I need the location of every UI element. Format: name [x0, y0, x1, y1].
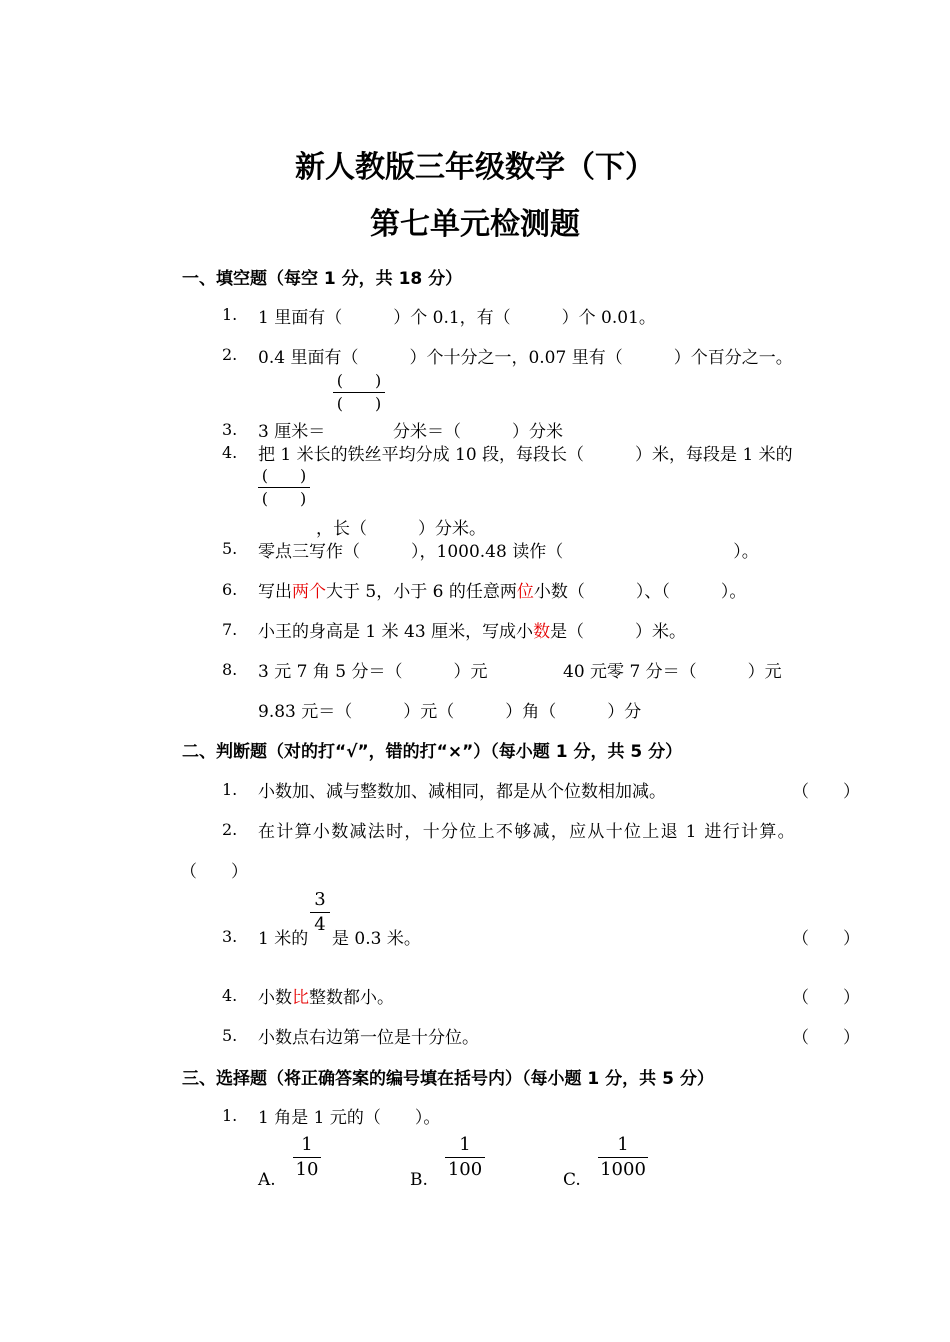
s1-q6-number: 6.	[222, 580, 238, 599]
s1-q4-number: 4.	[222, 443, 238, 462]
s1-q1-number: 1.	[222, 305, 238, 324]
option-a-numerator: 1	[293, 1134, 321, 1158]
s2-q4-text	[258, 983, 394, 1008]
s1-q7-part1: 小王的身高是 1 米 43 厘米，写成小	[258, 622, 534, 642]
s1-q8-text-c: 9.83 元＝（ ）元（ ）角（ ）分	[258, 702, 642, 722]
s1-q3-fraction-blank	[333, 372, 385, 413]
page-title: 新人教版三年级数学（下）	[295, 150, 655, 185]
option-c-denominator: 1000	[600, 1159, 646, 1180]
s1-q7-text	[258, 617, 686, 642]
s1-q4-frac-top: ( )	[258, 467, 310, 488]
s2-q1-number: 1.	[222, 780, 238, 799]
s2-q2-text: 在计算小数减法时，十分位上不够减，应从十位上退 1 进行计算。	[258, 822, 796, 842]
section2-heading: 二、判断题（对的打“√”，错的打“×”）（每小题 1 分，共 5 分）	[182, 742, 683, 762]
s3-q1-option-c-fraction	[598, 1134, 648, 1181]
s2-q5-number: 5.	[222, 1026, 238, 1045]
s2-q4-part2: 整数都小。	[309, 988, 394, 1008]
s1-q6-red2: 位	[516, 582, 534, 602]
s1-q6-text	[258, 577, 746, 602]
s1-q8-number: 8.	[222, 660, 238, 679]
s1-q4-continuation: ，长（ ）分米。	[316, 519, 486, 539]
s1-q3-number: 3.	[222, 420, 238, 439]
s3-q1-option-b-label: B.	[410, 1170, 428, 1190]
s2-q5-answer-paren: （ ）	[792, 1028, 860, 1048]
s1-q4-frac-bottom: ( )	[261, 489, 307, 508]
s2-q1-text: 小数加、减与整数加、减相同，都是从个位数相加减。	[258, 782, 666, 802]
s1-q5-number: 5.	[222, 539, 238, 558]
s1-q8-text-b: 40 元零 7 分＝（ ）元	[563, 662, 782, 682]
option-c-numerator: 1	[598, 1134, 648, 1158]
s3-q1-text: 1 角是 1 元的（ ）。	[258, 1108, 441, 1128]
s3-q1-option-b-fraction	[445, 1134, 485, 1181]
s3-q1-option-c-label: C.	[563, 1170, 581, 1190]
s2-q3-frac-denominator: 4	[314, 914, 326, 935]
s2-q2-number: 2.	[222, 820, 238, 839]
s1-q4-fraction-blank	[258, 467, 310, 508]
s1-q7-part2: 是（ ）米。	[550, 622, 687, 642]
option-b-denominator: 100	[447, 1159, 483, 1180]
s1-q1-text: 1 里面有（ ）个 0.1，有（ ）个 0.01。	[258, 308, 656, 328]
s2-q4-part1: 小数	[258, 988, 292, 1008]
s3-q1-option-a-fraction	[293, 1134, 321, 1181]
s1-q2-number: 2.	[222, 345, 238, 364]
s1-q7-number: 7.	[222, 620, 238, 639]
section1-heading: 一、填空题（每空 1 分，共 18 分）	[182, 269, 463, 289]
s1-q3-text-a: 3 厘米＝	[258, 422, 326, 442]
s1-q6-part1: 写出	[258, 582, 292, 602]
s1-q6-part3: 小数（ ）、（ ）。	[533, 582, 747, 602]
s2-q3-number: 3.	[222, 927, 238, 946]
s3-q1-number: 1.	[222, 1106, 238, 1125]
s1-q3-frac-top: ( )	[333, 372, 385, 393]
s1-q8-text-a: 3 元 7 角 5 分＝（ ）元	[258, 662, 488, 682]
s2-q5-text: 小数点右边第一位是十分位。	[258, 1028, 479, 1048]
s2-q3-answer-paren: （ ）	[792, 929, 860, 949]
s2-q4-red1: 比	[292, 988, 309, 1008]
s1-q7-red1: 数	[533, 622, 551, 642]
s2-q3-text-b: 是 0.3 米。	[332, 929, 421, 949]
s1-q3-frac-bottom: ( )	[336, 394, 382, 413]
option-b-numerator: 1	[445, 1134, 485, 1158]
page-subtitle: 第七单元检测题	[370, 207, 580, 242]
s1-q5-text: 零点三写作（ ），1000.48 读作（ ）。	[258, 542, 759, 562]
s2-q2-answer-paren: （ ）	[180, 862, 248, 882]
s1-q4-text: 把 1 米长的铁丝平均分成 10 段，每段长（ ）米，每段是 1 米的	[258, 445, 793, 465]
s1-q2-text: 0.4 里面有（ ）个十分之一，0.07 里有（ ）个百分之一。	[258, 348, 793, 368]
s2-q3-fraction	[310, 889, 330, 936]
s2-q3-text-a: 1 米的	[258, 929, 309, 949]
s1-q6-part2: 大于 5，小于 6 的任意两	[326, 582, 517, 602]
s3-q1-option-a-label: A.	[258, 1170, 276, 1190]
option-a-denominator: 10	[295, 1159, 319, 1180]
s1-q6-red1: 两个	[292, 582, 326, 602]
s2-q4-answer-paren: （ ）	[792, 988, 860, 1008]
s2-q1-answer-paren: （ ）	[792, 782, 860, 802]
s2-q4-number: 4.	[222, 986, 238, 1005]
section3-heading: 三、选择题（将正确答案的编号填在括号内）（每小题 1 分，共 5 分）	[182, 1069, 714, 1089]
s2-q3-frac-numerator: 3	[310, 889, 330, 913]
s1-q3-text-b: 分米＝（ ）分米	[393, 422, 563, 442]
